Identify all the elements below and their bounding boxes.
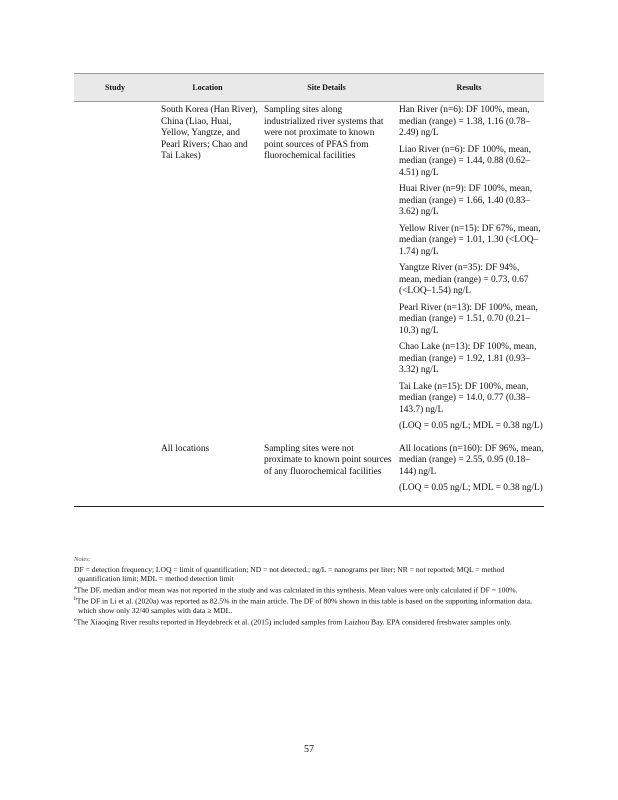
result-all-locations: All locations (n=160): DF 96%, mean, median (range) = 2.55, 0.95 (0.18–144) ng/L [399, 443, 544, 477]
result-pearl-river: Pearl River (n=13): DF 100%, mean, median (range) = 1.51, 0.70 (0.21–10.3) ng/L [399, 302, 538, 336]
footnote-a-text: The DF, median and/or mean was not reported in the study and was calculated in this synthesis. Mean values were only calculated if DF = 100%. [76, 585, 518, 595]
header-results: Results [456, 83, 482, 92]
notes-title: Notes: [74, 556, 91, 563]
result-tai-lake: Tai Lake (n=15): DF 100%, mean, median (range) = 14.0, 0.77 (0.38–143.7) ng/L [399, 381, 531, 415]
header-study: Study [104, 83, 125, 92]
footnote-c [74, 616, 544, 627]
footnote-a [74, 584, 544, 595]
results-cell [394, 444, 544, 500]
result-liao-river: Liao River (n=6): DF 100%, mean, median (range) = 1.44, 0.88 (0.62–4.51) ng/L [399, 144, 532, 178]
header-location: Location [192, 83, 223, 92]
result-huai-river: Huai River (n=9): DF 100%, mean, median (range) = 1.66, 1.40 (0.83–3.62) ng/L [399, 184, 533, 217]
result-limits: (LOQ = 0.05 ng/L; MDL = 0.38 ng/L) [399, 483, 543, 493]
study-cell [74, 105, 156, 438]
site-details-cell: Sampling sites were not proximate to known point sources of any fluorochemical facilities [264, 443, 392, 477]
table-row [74, 105, 544, 438]
footnote-b-mark: b [74, 595, 77, 602]
result-yellow-river: Yellow River (n=15): DF 67%, mean, median (range) = 1.01, 1.30 (<LOQ–1.74) ng/L [399, 223, 541, 257]
table-row [74, 444, 544, 500]
table-bottom-rule [74, 506, 544, 507]
site-details-cell: Sampling sites along industrialized river systems that were not proximate to known point sources of PFAS from fluorochemical facilities [264, 105, 384, 161]
footnote-c-text: The Xiaoqing River results reported in Heydebreck et al. (2015) included samples from Laizhou Bay. EPA considered freshwater samples only. [76, 617, 512, 627]
page-number: 57 [304, 744, 314, 755]
results-table [74, 73, 544, 507]
result-limits: (LOQ = 0.05 ng/L; MDL = 0.38 ng/L) [399, 421, 543, 431]
result-han-river: Han River (n=6): DF 100%, mean, median (range) = 1.38, 1.16 (0.78–2.49) ng/L [399, 105, 531, 138]
results-cell [394, 105, 544, 438]
study-cell [74, 444, 156, 500]
header-site-details: Site Details [307, 83, 346, 92]
footnote-c-mark: c [74, 616, 77, 623]
location-cell: South Korea (Han River), China (Liao, Huai, Yellow, Yangtze, and Pearl Rivers; Chao and Tai Lakes) [161, 105, 258, 161]
result-yangtze-river: Yangtze River (n=35): DF 94%, mean, median (range) = 0.73, 0.67 (<LOQ–1.54) ng/L [399, 263, 529, 296]
footnote-b-text: The DF in Li et al. (2020a) was reported as 82.5% in the main article. The DF of 80% shown in this table is based on the supporting information data, which show only 32/40 samples with data ≥ MDL. [76, 596, 532, 616]
location-cell: All locations [161, 443, 210, 454]
footnote-b [74, 595, 544, 616]
footnote-a-mark: a [74, 584, 77, 591]
notes-abbreviations: DF = detection frequency; LOQ = limit of quantification; ND = not detected.; ng/L = nanograms per liter; NR = not reported; MQL = method quantification limit; MDL = method detection limit [74, 564, 505, 584]
table-notes [74, 555, 544, 627]
table-header [74, 73, 544, 102]
result-chao-lake: Chao Lake (n=13): DF 100%, mean, median (range) = 1.92, 1.81 (0.93–3.32) ng/L [399, 342, 537, 375]
